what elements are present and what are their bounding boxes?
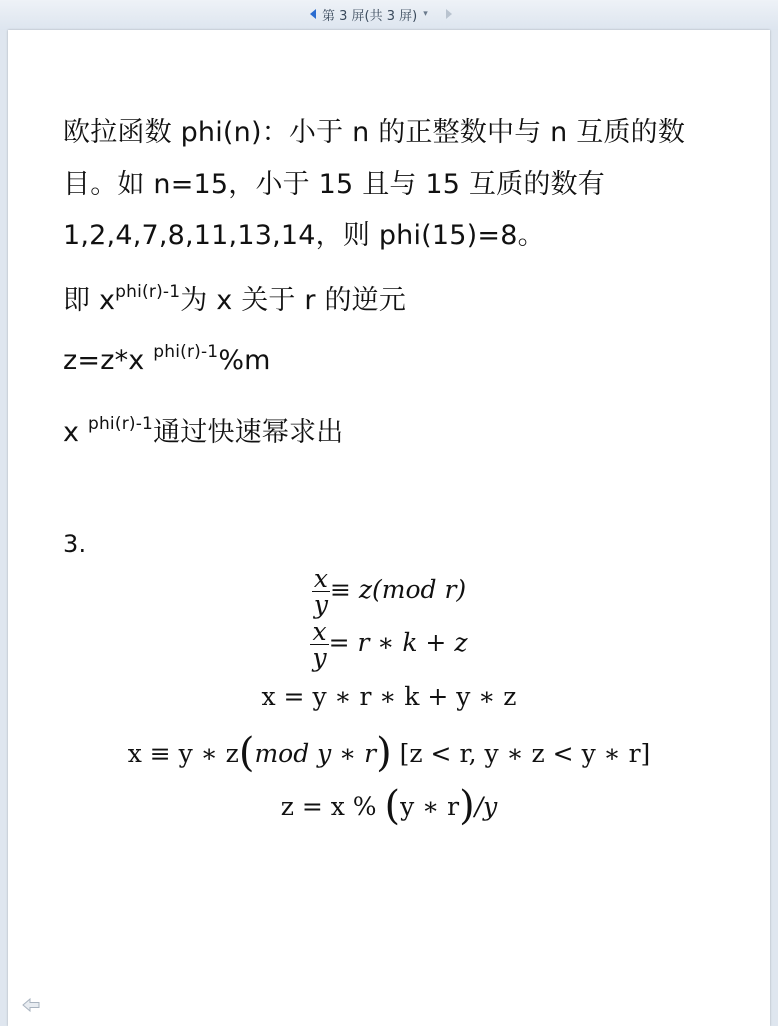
equation-4 <box>0 730 778 776</box>
inverse-element-line <box>63 278 406 317</box>
equation-5-suffix: /y <box>474 792 498 821</box>
equation-4-prefix: x ≡ y ∗ z <box>127 739 239 768</box>
inverse-line-suffix: 为 x 关于 r 的逆元 <box>180 285 407 316</box>
triangle-right-icon[interactable] <box>446 9 452 19</box>
triangle-left-icon[interactable] <box>310 9 316 19</box>
section-number: 3. <box>63 530 87 558</box>
equation-4-paren-close: ) <box>376 730 392 776</box>
equation-2-fraction <box>310 619 328 670</box>
equation-2-denominator: y <box>312 643 327 672</box>
equation-3: x = y ∗ r ∗ k + y ∗ z <box>261 682 517 711</box>
z-update-prefix: z=z*x <box>63 345 154 376</box>
paragraph-line-1: 欧拉函数 phi(n)：小于 n 的正整数中与 n 互质的数 <box>63 117 686 148</box>
equation-5-prefix: z = x % <box>280 792 385 821</box>
equation-5-paren-close: ) <box>459 783 475 829</box>
paragraph-line-2: 目。如 n=15，小于 15 且与 15 互质的数有 <box>63 169 605 200</box>
equation-4-condition: [z < r, y ∗ z < y ∗ r] <box>391 739 651 768</box>
inverse-line-prefix: 即 x <box>63 285 116 316</box>
back-arrow-icon[interactable] <box>22 998 40 1012</box>
equation-1-denominator: y <box>313 590 328 619</box>
z-update-exponent: phi(r)-1 <box>153 342 219 362</box>
z-update-line <box>63 342 271 376</box>
fast-power-suffix: 通过快速幂求出 <box>153 417 344 448</box>
equation-5-middle: y ∗ r <box>400 792 460 821</box>
equation-2-numerator: x <box>310 619 328 645</box>
page-navigator <box>310 4 452 24</box>
reading-toolbar <box>0 0 778 30</box>
fast-power-line <box>63 410 343 449</box>
equation-1 <box>0 566 778 617</box>
fast-power-prefix: x <box>63 417 88 448</box>
inverse-line-exponent: phi(r)-1 <box>115 282 181 302</box>
equation-2-rest: = r ∗ k + z <box>328 628 468 657</box>
caret-down-icon[interactable]: ▾ <box>423 9 428 19</box>
equation-1-rest: ≡ z(mod r) <box>329 575 467 604</box>
page-indicator[interactable]: 第 3 屏(共 3 屏) <box>322 8 418 24</box>
equation-2 <box>0 619 778 670</box>
fast-power-exponent: phi(r)-1 <box>87 414 154 434</box>
equation-1-fraction <box>312 566 330 617</box>
equation-4-paren-open: ( <box>238 730 255 776</box>
equation-5 <box>0 783 778 829</box>
equation-5-paren-open: ( <box>384 783 401 829</box>
equation-4-modulus: mod y ∗ r <box>254 739 377 768</box>
paragraph-line-3: 1,2,4,7,8,11,13,14，则 phi(15)=8。 <box>63 220 545 251</box>
z-update-suffix: %m <box>218 345 271 376</box>
equation-1-numerator: x <box>312 566 330 592</box>
